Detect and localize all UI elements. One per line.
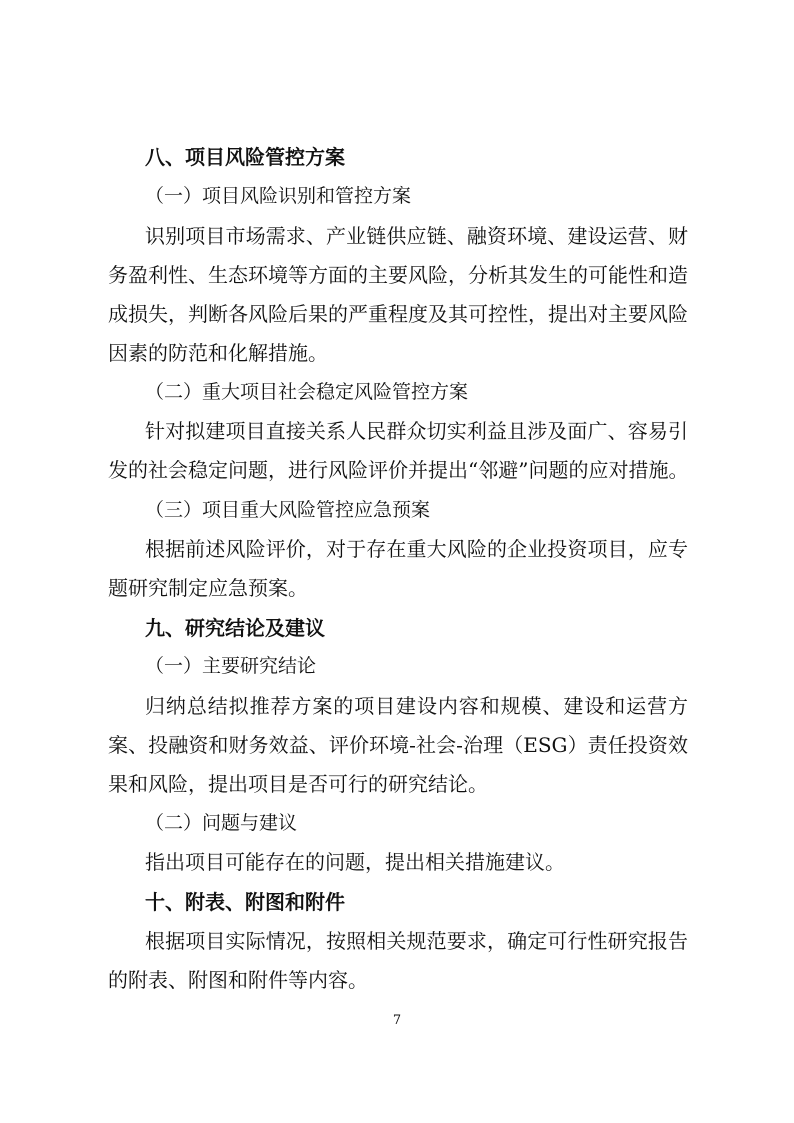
section-heading: 十、附表、附图和附件 xyxy=(145,889,345,914)
subsection-heading: （二）重大项目社会稳定风险管控方案 xyxy=(145,380,469,403)
section-heading: 八、项目风险管控方案 xyxy=(145,144,345,169)
paragraph-line: 案、投融资和财务效益、评价环境-社会-治理（ESG）责任投资效 xyxy=(108,732,688,757)
paragraph-line: 因素的防范和化解措施。 xyxy=(108,340,328,365)
paragraph-line: 归纳总结拟推荐方案的项目建设内容和规模、建设和运营方 xyxy=(145,693,688,718)
paragraph-line: 题研究制定应急预案。 xyxy=(108,575,308,600)
subsection-heading: （一）项目风险识别和管控方案 xyxy=(145,184,412,207)
page-number: 7 xyxy=(392,1013,402,1028)
paragraph-line: 根据前述风险评价，对于存在重大风险的企业投资项目，应专 xyxy=(145,536,688,561)
subsection-heading: （一）主要研究结论 xyxy=(145,654,317,677)
paragraph-line: 根据项目实际情况，按照相关规范要求，确定可行性研究报告 xyxy=(145,928,688,953)
paragraph-line: 发的社会稳定问题，进行风险评价并提出“邻避”问题的应对措施。 xyxy=(108,457,689,482)
section-heading: 九、研究结论及建议 xyxy=(145,615,325,640)
paragraph-line: 务盈利性、生态环境等方面的主要风险，分析其发生的可能性和造 xyxy=(108,262,688,287)
paragraph-line: 识别项目市场需求、产业链供应链、融资环境、建设运营、财 xyxy=(145,223,688,248)
paragraph-line: 针对拟建项目直接关系人民群众切实利益且涉及面广、容易引 xyxy=(145,418,688,443)
paragraph-line: 果和风险，提出项目是否可行的研究结论。 xyxy=(108,771,488,796)
paragraph-line: 指出项目可能存在的问题，提出相关措施建议。 xyxy=(145,849,565,874)
subsection-heading: （三）项目重大风险管控应急预案 xyxy=(145,498,431,521)
paragraph-line: 成损失，判断各风险后果的严重程度及其可控性，提出对主要风险 xyxy=(108,301,688,326)
paragraph-line: 的附表、附图和附件等内容。 xyxy=(108,967,368,992)
subsection-heading: （二）问题与建议 xyxy=(145,811,298,834)
